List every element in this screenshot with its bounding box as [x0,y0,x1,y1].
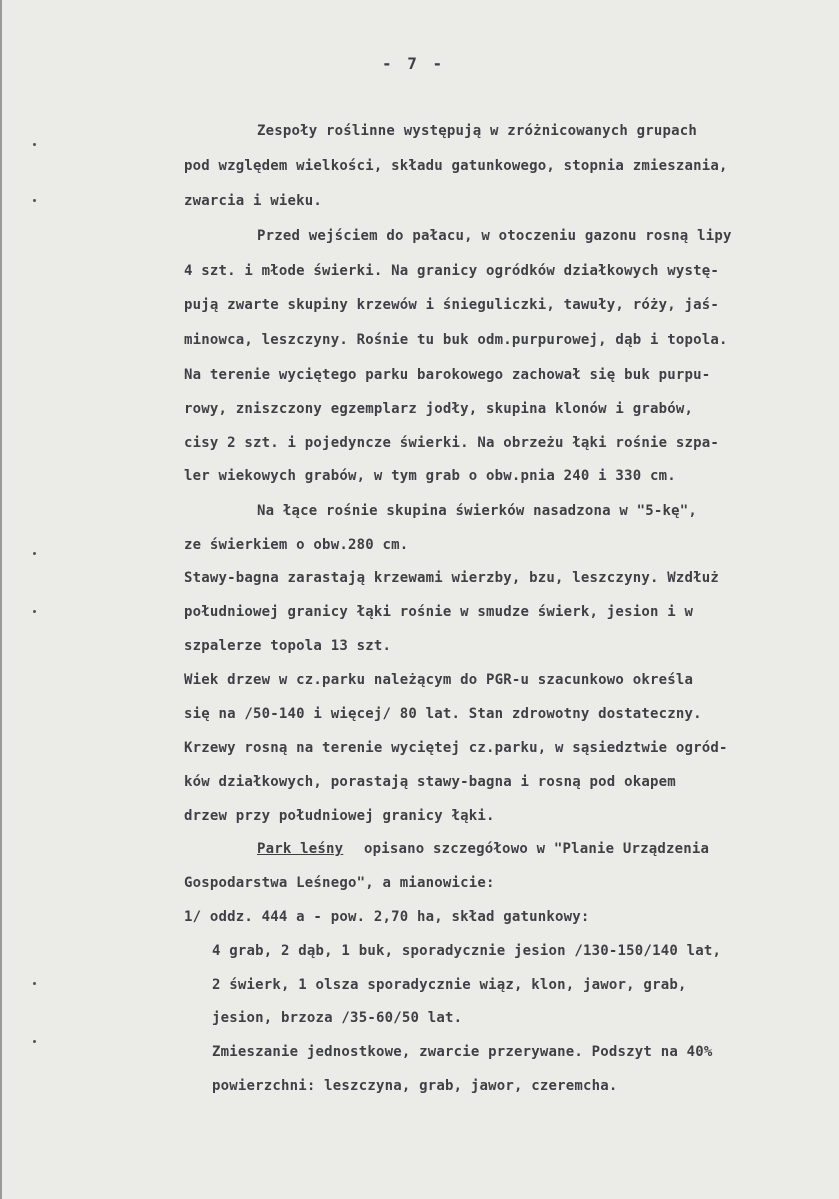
text-line: pod względem wielkości, składu gatunkowego, stopnia zmieszania, [184,158,728,174]
text-line: Przed wejściem do pałacu, w otoczeniu gazonu rosną lipy [257,228,732,244]
list-item: 1/ oddz. 444 a - pow. 2,70 ha, skład gatunkowy: [184,909,590,925]
text-line: Na terenie wyciętego parku barokowego zachował się buk purpu- [184,367,711,383]
text-line: 2 świerk, 1 olsza sporadycznie wiąz, klon, jawor, grab, [212,977,687,993]
text-line: Zespoły roślinne występują w zróżnicowanych grupach [257,123,698,139]
margin-dot [33,610,36,613]
text-line: powierzchni: leszczyna, grab, jawor, czeremcha. [212,1078,618,1094]
text-line: drzew przy południowej granicy łąki. [184,808,495,824]
text-line: Na łące rośnie skupina świerków nasadzona w "5-kę", [257,503,698,519]
text-line: Krzewy rosną na terenie wyciętej cz.parku, w sąsiedztwie ogród- [184,740,728,756]
text-line: Gospodarstwa Leśnego", a mianowicie: [184,875,495,891]
section-heading: Park leśny [257,841,344,857]
text-line: rowy, zniszczony egzemplarz jodły, skupina klonów i grabów, [184,401,694,417]
text-line: 4 szt. i młode świerki. Na granicy ogródków działkowych wystę- [184,263,719,279]
text-line: jesion, brzoza /35-60/50 lat. [212,1010,463,1026]
margin-dot [33,1040,36,1043]
text-line: 4 grab, 2 dąb, 1 buk, sporadycznie jesion /130-150/140 lat, [212,943,722,959]
scan-edge [0,0,2,1199]
text-line: ler wiekowych grabów, w tym grab o obw.pnia 240 i 330 cm. [184,468,676,484]
text-line: się na /50-140 i więcej/ 80 lat. Stan zdrowotny dostateczny. [184,706,702,722]
margin-dot [33,199,36,202]
text-line: minowca, leszczyny. Rośnie tu buk odm.purpurowej, dąb i topola. [184,332,728,348]
text-line: Wiek drzew w cz.parku należącym do PGR-u szacunkowo określa [184,672,694,688]
text-line: opisano szczegółowo w "Planie Urządzenia [364,841,710,857]
text-line: zwarcia i wieku. [184,193,323,209]
text-line: ków działkowych, porastają stawy-bagna i rosną pod okapem [184,774,676,790]
text-line: cisy 2 szt. i pojedyncze świerki. Na obrzeżu łąki rośnie szpa- [184,435,719,451]
text-line: ze świerkiem o obw.280 cm. [184,537,409,553]
text-line: południowej granicy łąki rośnie w smudze świerk, jesion i w [184,604,694,620]
text-line: Stawy-bagna zarastają krzewami wierzby, bzu, leszczyny. Wzdłuż [184,570,719,586]
text-line: Zmieszanie jednostkowe, zwarcie przerywane. Podszyt na 40% [212,1044,713,1060]
margin-dot [33,552,36,555]
margin-dot [33,982,36,985]
margin-dot [33,143,36,146]
page-number: - 7 - [382,54,446,73]
text-line: szpalerze topola 13 szt. [184,638,392,654]
text-line: pują zwarte skupiny krzewów i śnieguliczki, tawuły, róży, jaś- [184,297,719,313]
